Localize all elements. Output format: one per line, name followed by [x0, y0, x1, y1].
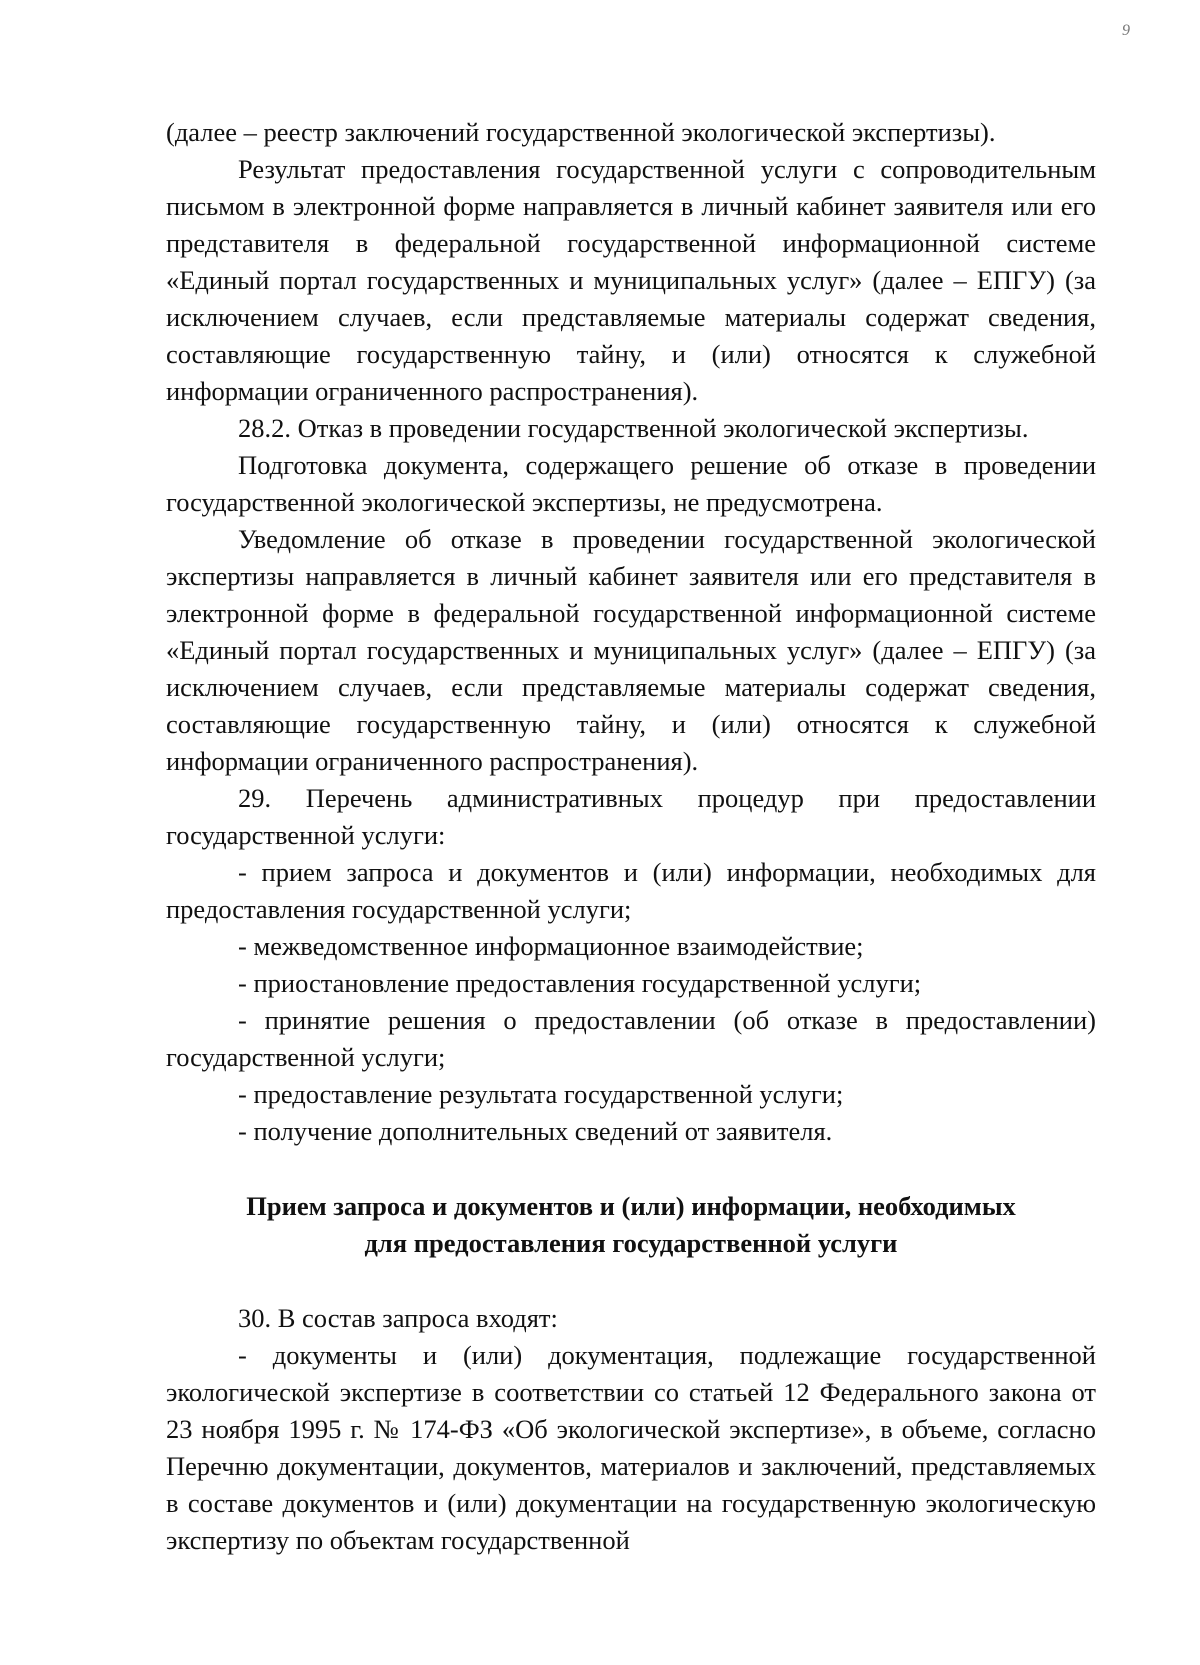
list-item: - получение дополнительных сведений от заявителя. [238, 1116, 833, 1146]
paragraph: (далее – реестр заключений государственной экологической экспертизы). [166, 117, 996, 147]
paragraph: Уведомление об отказе в проведении государственной экологической экспертизы направляется в личный кабинет заявителя или его представителя в электронной форме в федеральной государственной информационной системе «Единый портал государственных и муниципальных услуг» (далее – ЕПГУ) (за исключением случаев, если представляемые материалы содержат сведения, составляющие государственную тайну, и (или) относятся к служебной информации ограниченного распространения). [166, 524, 1096, 776]
page-number: 9 [1122, 22, 1130, 39]
paragraph: 30. В состав запроса входят: [238, 1303, 558, 1333]
list-item: - прием запроса и документов и (или) информации, необходимых для предоставления государственной услуги; [166, 857, 1096, 924]
section-heading [166, 1188, 1096, 1262]
paragraph: Подготовка документа, содержащего решение об отказе в проведении государственной экологической экспертизы, не предусмотрена. [166, 450, 1096, 517]
list-item: - принятие решения о предоставлении (об отказе в предоставлении) государственной услуги; [166, 1005, 1096, 1072]
section-heading-line: Прием запроса и документов и (или) информации, необходимых [246, 1191, 1016, 1221]
section-heading-line: для предоставления государственной услуги [364, 1228, 898, 1258]
list-item: - приостановление предоставления государственной услуги; [238, 968, 922, 998]
list-item: - документы и (или) документация, подлежащие государственной экологической экспертизе в соответствии со статьей 12 Федерального закона от 23 ноября 1995 г. № 174-ФЗ «Об экологической экспертизе», в объеме, согласно Перечню документации, документов, материалов и заключений, представляемых в составе документов и (или) документации на государственную экологическую экспертизу по объектам государственной [166, 1340, 1096, 1555]
list-item: - предоставление результата государственной услуги; [238, 1079, 844, 1109]
paragraph: 28.2. Отказ в проведении государственной экологической экспертизы. [238, 413, 1029, 443]
document-page [166, 114, 1096, 1559]
list-item: - межведомственное информационное взаимодействие; [238, 931, 864, 961]
paragraph: Результат предоставления государственной услуги с сопроводительным письмом в электронной форме направляется в личный кабинет заявителя или его представителя в федеральной государственной информационной системе «Единый портал государственных и муниципальных услуг» (далее – ЕПГУ) (за исключением случаев, если представляемые материалы содержат сведения, составляющие государственную тайну, и (или) относятся к служебной информации ограниченного распространения). [166, 154, 1096, 406]
paragraph: 29. Перечень административных процедур при предоставлении государственной услуги: [166, 783, 1096, 850]
